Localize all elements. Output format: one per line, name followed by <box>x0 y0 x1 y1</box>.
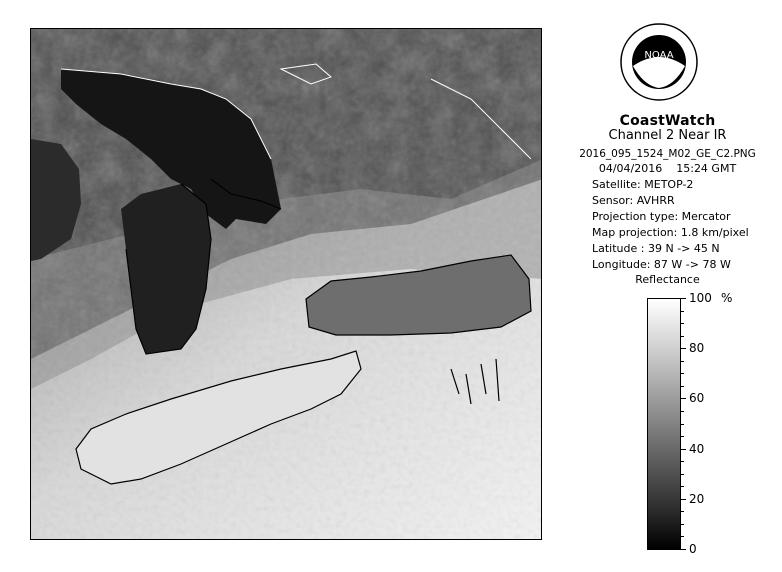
colorbar-minor-tick <box>681 486 684 487</box>
colorbar-tick-label: 100 <box>689 291 712 305</box>
satellite-map <box>31 29 542 540</box>
colorbar-minor-tick <box>681 336 684 337</box>
colorbar-minor-tick <box>681 436 684 437</box>
projection-type-label: Projection type: Mercator <box>592 210 731 223</box>
colorbar-tick <box>681 298 686 299</box>
file-name: 2016_095_1524_M02_GE_C2.PNG <box>579 148 756 160</box>
reflectance-colorbar <box>647 298 681 550</box>
sensor-label: Sensor: AVHRR <box>592 194 675 207</box>
colorbar-tick-label: 60 <box>689 391 705 406</box>
noaa-logo <box>618 18 700 108</box>
colorbar-minor-tick <box>681 474 684 475</box>
colorbar-tick-label: 40 <box>689 441 705 456</box>
colorbar-title: Reflectance <box>635 273 700 286</box>
longitude-label: Longitude: 87 W -> 78 W <box>592 258 731 271</box>
colorbar-tick-label: 20 <box>689 491 705 506</box>
colorbar-tick-label: 80 <box>689 341 705 356</box>
colorbar-minor-tick <box>681 511 684 512</box>
time-value: 15:24 GMT <box>676 162 737 175</box>
app-title: CoastWatch <box>619 113 716 129</box>
colorbar-minor-tick <box>681 424 684 425</box>
colorbar-minor-tick <box>681 373 684 374</box>
colorbar-tick <box>681 549 686 550</box>
colorbar-tick <box>681 398 686 399</box>
date-value: 04/04/2016 <box>598 162 663 175</box>
colorbar-tick <box>681 499 686 500</box>
colorbar-minor-tick <box>681 524 684 525</box>
colorbar-minor-tick <box>681 411 684 412</box>
colorbar-unit: % <box>721 291 733 305</box>
colorbar-tick-label: 0 <box>689 542 697 556</box>
colorbar-minor-tick <box>681 536 684 537</box>
colorbar-tick <box>681 348 686 349</box>
colorbar-minor-tick <box>681 461 684 462</box>
noaa-emblem <box>618 18 700 108</box>
satellite-image <box>30 28 542 540</box>
map-projection-label: Map projection: 1.8 km/pixel <box>592 226 749 239</box>
channel-subtitle: Channel 2 Near IR <box>608 128 727 143</box>
colorbar-minor-tick <box>681 323 684 324</box>
latitude-label: Latitude : 39 N -> 45 N <box>592 242 720 255</box>
colorbar-tick <box>681 449 686 450</box>
colorbar-minor-tick <box>681 386 684 387</box>
logo-text: NOAA <box>644 50 674 61</box>
colorbar-minor-tick <box>681 311 684 312</box>
colorbar-minor-tick <box>681 361 684 362</box>
satellite-label: Satellite: METOP-2 <box>592 178 694 191</box>
